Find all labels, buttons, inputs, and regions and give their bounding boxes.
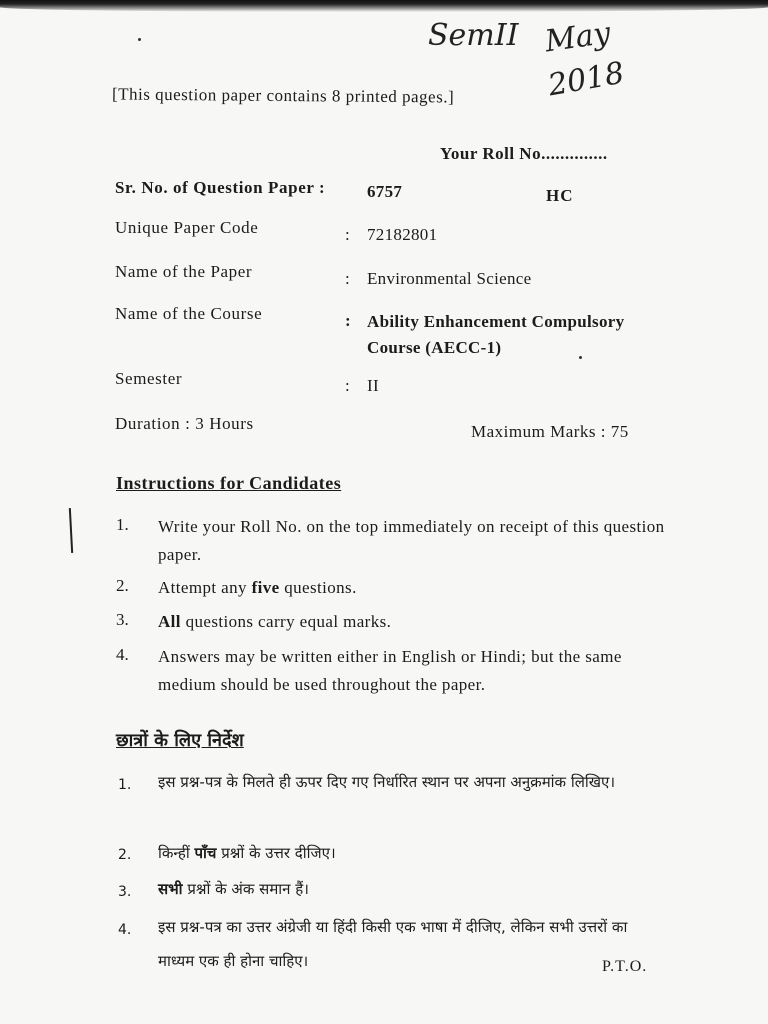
instruction-item: Answers may be written either in English or Hindi; but the same medium should be used throughout the paper. [158,647,622,694]
hindi-instruction-item: सभी प्रश्नों के अंक समान हैं। [158,880,309,898]
sr-no-code: HC [546,186,574,205]
course-label: Name of the Course [115,304,263,323]
printed-pages-note: [This question paper contains 8 printed pages.] [111,84,455,107]
handwritten-month: May [542,15,613,60]
course-value-line2: Course (AECC-1) [367,338,502,357]
paper-name-value: Environmental Science [367,269,532,288]
hindi-instruction-number: 2. [118,847,132,863]
unique-code-colon: : [345,225,350,244]
instruction-number: 2. [116,576,129,595]
speck [579,356,582,359]
instruction-number: 4. [116,645,129,664]
instruction-item: Write your Roll No. on the top immediately on receipt of this question paper. [158,517,665,564]
semester-label: Semester [115,369,183,388]
unique-code-value: 72182801 [367,225,438,244]
hindi-instruction-item: किन्हीं पाँच प्रश्नों के उत्तर दीजिए। [158,844,336,862]
paper-name-colon: : [345,269,350,288]
pto-label: P.T.O. [602,958,648,975]
semester-value: II [367,376,379,395]
duration-label: Duration : 3 Hours [115,414,254,433]
semester-colon: : [345,376,350,395]
handwritten-year: 2018 [545,55,627,104]
hindi-instruction-number: 1. [118,777,132,793]
roll-number-field: Your Roll No.............. [440,144,608,163]
instruction-item: Attempt any five questions. [158,578,357,597]
sr-no-label: Sr. No. of Question Paper : [115,178,326,197]
course-value-line1: Ability Enhancement Compulsory [367,312,625,331]
page-top-shadow [0,0,768,12]
sr-no-value: 6757 [367,182,403,201]
hindi-instruction-item: इस प्रश्न-पत्र के मिलते ही ऊपर दिए गए निर्धारित स्थान पर अपना अनुक्रमांक लिखिए। [158,773,616,791]
instructions-heading: Instructions for Candidates [116,473,342,493]
course-colon: : [345,311,351,330]
hindi-instructions-heading: छात्रों के लिए निर्देश [116,730,244,751]
max-marks: Maximum Marks : 75 [471,422,629,441]
speck [138,38,141,41]
paper-name-label: Name of the Paper [115,262,253,281]
instruction-number: 3. [116,610,129,629]
hindi-instruction-item: इस प्रश्न-पत्र का उत्तर अंग्रेजी या हिंदी किसी एक भाषा में दीजिए, लेकिन सभी उत्तरों का माध्यम एक ही होना चाहिए। [158,918,628,970]
instruction-number: 1. [116,515,129,534]
margin-pen-mark [69,508,73,553]
instruction-item: All questions carry equal marks. [158,612,392,631]
unique-code-label: Unique Paper Code [115,218,259,237]
hindi-instruction-number: 4. [118,922,132,938]
hindi-instruction-number: 3. [118,884,132,900]
handwritten-semester: SemII [428,18,519,53]
